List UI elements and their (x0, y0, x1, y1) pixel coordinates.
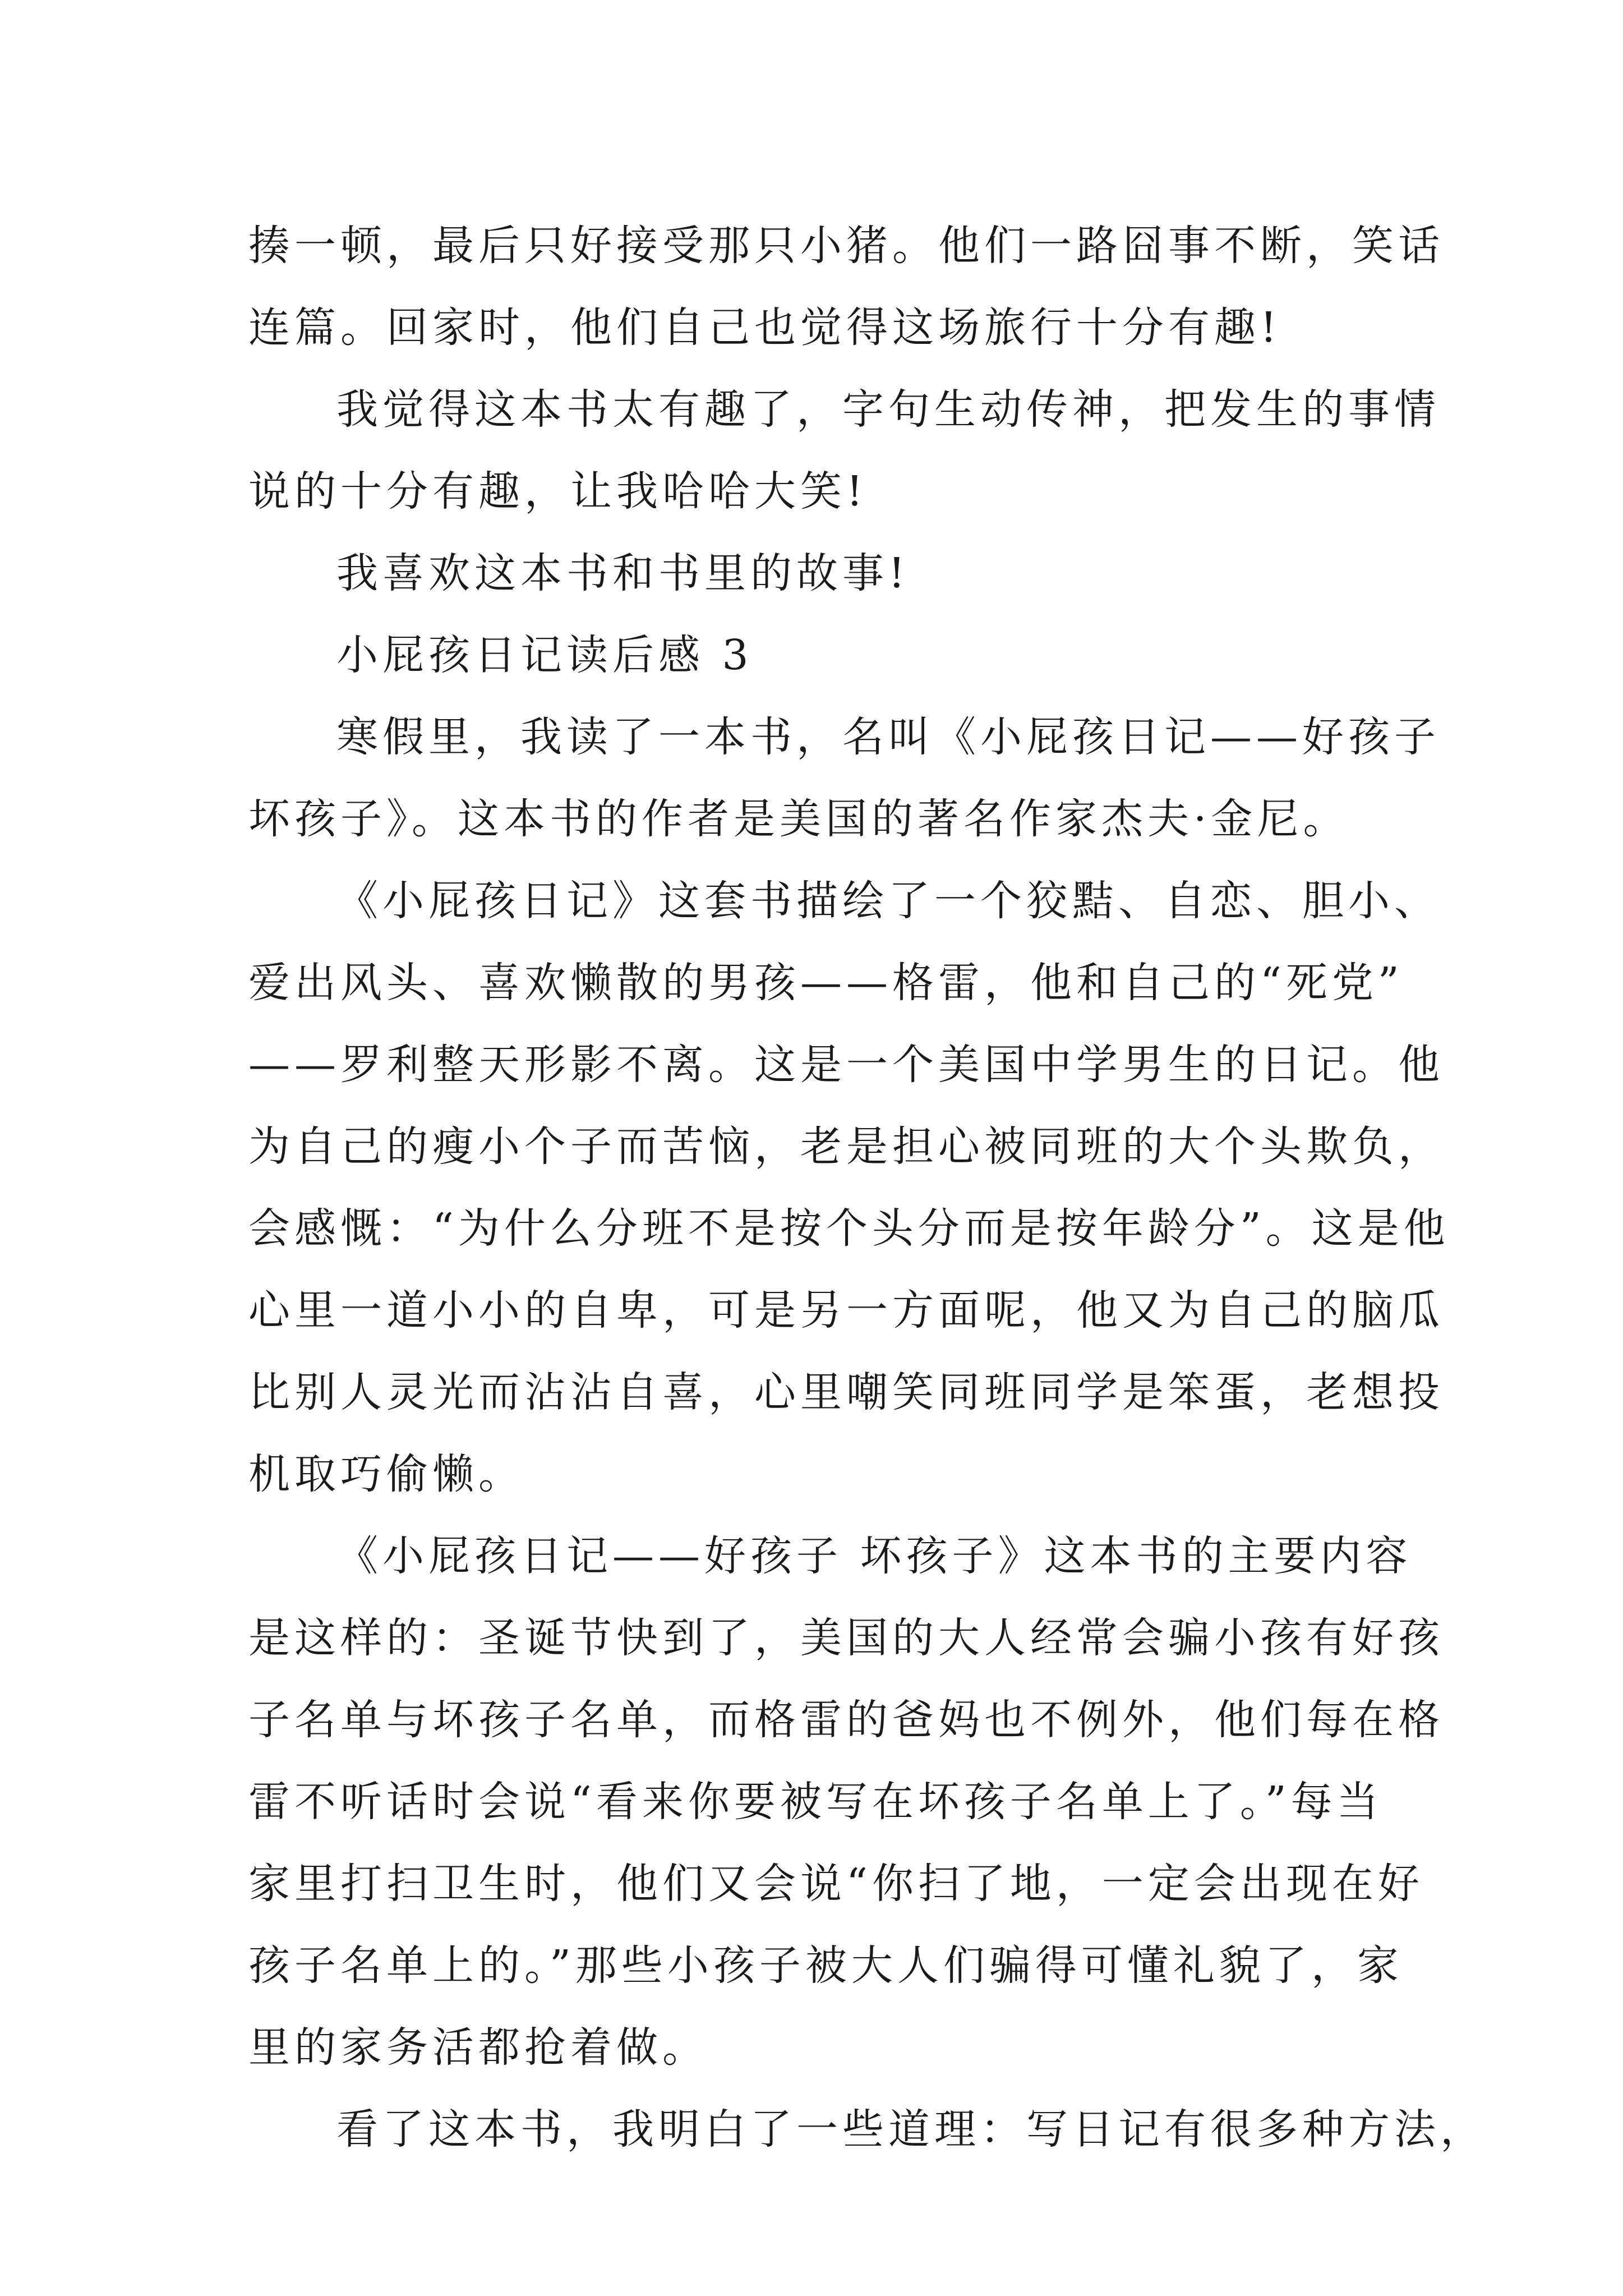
text-line: 机取巧偷懒。 (248, 1450, 524, 1498)
text-line: 家里打扫卫生时，他们又会说“你扫了地，一定会出现在好 (248, 1860, 1424, 1908)
text-line: 寒假里，我读了一本书，名叫《小屁孩日记——好孩子 (336, 713, 1440, 761)
text-line: 心里一道小小的自卑，可是另一方面呢，他又为自己的脑瓜 (248, 1286, 1444, 1335)
text-line: 《小屁孩日记——好孩子 坏孩子》这本书的主要内容 (336, 1532, 1412, 1580)
paragraph (248, 205, 1444, 369)
text-line: 坏孩子》。这本书的作者是美国的著名作家杰夫·金尼。 (248, 795, 1349, 843)
paragraph (248, 532, 1376, 614)
text-line: 连篇。回家时，他们自己也觉得这场旅行十分有趣! (248, 303, 1281, 352)
text-line: 孩子名单上的。”那些小孩子被大人们骗得可懂礼貌了，家 (248, 1941, 1403, 1990)
text-line: 比别人灵光而沾沾自喜，心里嘲笑同班同学是笨蛋，老想投 (248, 1368, 1444, 1416)
text-line: 揍一顿，最后只好接受那只小猪。他们一路囧事不断，笑话 (248, 222, 1444, 270)
text-line: 是这样的：圣诞节快到了，美国的大人经常会骗小孩有好孩 (248, 1614, 1444, 1662)
paragraph (248, 369, 1440, 532)
paragraph (248, 1515, 1444, 2088)
text-line: 子名单与坏孩子名单，而格雷的爸妈也不例外，他们每在格 (248, 1696, 1444, 1744)
paragraph (248, 860, 1450, 1515)
text-line: 为自己的瘦小个子而苦恼，老是担心被同班的大个头欺负， (248, 1122, 1444, 1171)
text-line: 里的家务活都抢着做。 (248, 2023, 708, 2072)
section-heading (248, 614, 1376, 696)
paragraph (248, 696, 1440, 860)
text-line: 爱出风头、喜欢懒散的男孩——格雷，他和自己的“死党” (248, 959, 1404, 1007)
text-line: 《小屁孩日记》这套书描绘了一个狡黠、自恋、胆小、 (336, 877, 1440, 925)
paragraph (248, 2088, 1486, 2170)
heading-text: 小屁孩日记读后感 3 (336, 631, 753, 679)
text-line: 看了这本书，我明白了一些道理：写日记有很多种方法， (336, 2105, 1486, 2154)
text-line: ——罗利整天形影不离。这是一个美国中学男生的日记。他 (248, 1041, 1444, 1089)
document-body (248, 205, 1486, 2170)
text-line: 雷不听话时会说“看来你要被写在坏孩子名单上了。”每当 (248, 1778, 1383, 1826)
text-line: 我觉得这本书太有趣了，字句生动传神，把发生的事情 (336, 385, 1440, 434)
text-line: 会感慨：“为什么分班不是按个头分而是按年龄分”。这是他 (248, 1204, 1450, 1253)
text-line: 说的十分有趣，让我哈哈大笑! (248, 467, 868, 516)
text-line: 我喜欢这本书和书里的故事! (336, 549, 910, 597)
